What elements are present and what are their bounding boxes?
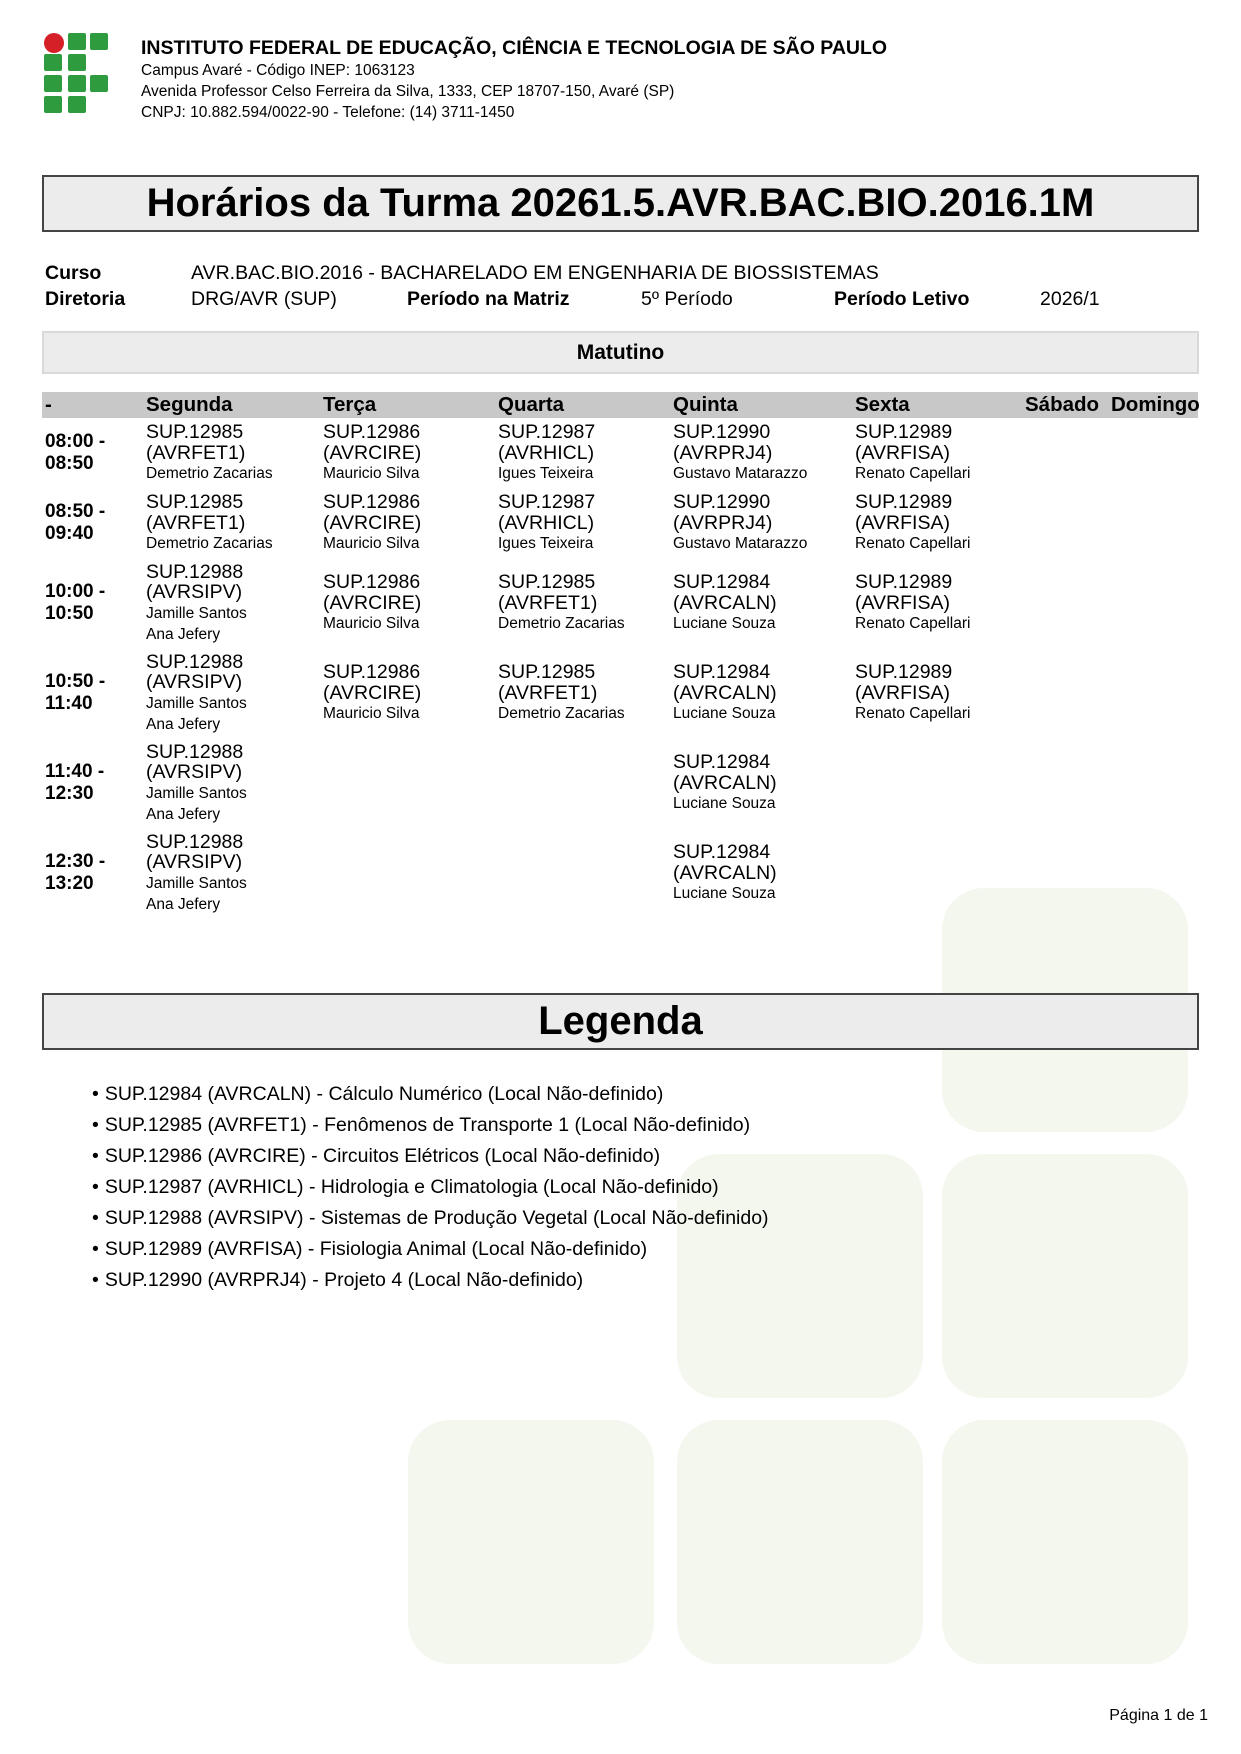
professor-name: Demetrio Zacarias — [498, 615, 625, 632]
class-abbrev: (AVRSIPV) — [146, 581, 243, 603]
legend-item: • SUP.12988 (AVRSIPV) - Sistemas de Produção Vegetal (Local Não-definido) — [92, 1203, 769, 1234]
schedule-cell — [323, 492, 421, 554]
schedule-cell — [323, 662, 421, 724]
class-code: SUP.12989 — [855, 661, 953, 683]
time-slot — [45, 501, 105, 545]
time-slot-line: 12:30 — [45, 783, 94, 804]
header-sabado: Sábado — [1025, 393, 1100, 416]
schedule-cell — [855, 492, 970, 554]
schedule-cell — [673, 572, 777, 634]
class-abbrev: (AVRFISA) — [855, 441, 950, 464]
professor-name: Demetrio Zacarias — [498, 705, 625, 722]
schedule-header-row — [42, 392, 1198, 418]
professor-name: Luciane Souza — [673, 885, 776, 902]
class-abbrev: (AVRPRJ4) — [673, 441, 773, 464]
time-slot-line: 11:40 — [45, 693, 93, 714]
shift-title: Matutino — [42, 331, 1199, 374]
legend-item: • SUP.12987 (AVRHICL) - Hidrologia e Climatologia (Local Não-definido) — [92, 1172, 769, 1203]
campus-line: Campus Avaré - Código INEP: 1063123 — [141, 62, 415, 79]
header-segunda: Segunda — [146, 393, 233, 416]
class-abbrev: (AVRFISA) — [855, 511, 950, 534]
schedule-row — [42, 488, 1198, 558]
professor-name: Mauricio Silva — [323, 705, 420, 722]
class-abbrev: (AVRSIPV) — [146, 761, 243, 783]
logo-red-circle — [44, 33, 64, 53]
header-terca: Terça — [323, 393, 377, 416]
class-code: SUP.12986 — [323, 571, 421, 593]
professor-name: Gustavo Matarazzo — [673, 535, 808, 552]
cnpj-line: CNPJ: 10.882.594/0022-90 - Telefone: (14) 3711-1450 — [141, 104, 515, 121]
legend-title: Legenda — [42, 993, 1199, 1050]
class-abbrev: (AVRHICL) — [498, 511, 595, 534]
class-code: SUP.12990 — [673, 421, 771, 443]
time-slot-line: 10:50 - — [45, 671, 106, 692]
schedule-cell — [498, 662, 625, 724]
class-code: SUP.12984 — [673, 841, 771, 863]
diretoria-label: Diretoria — [45, 288, 126, 310]
schedule-row — [42, 648, 1198, 738]
schedule-cell — [146, 832, 247, 915]
class-abbrev: (AVRSIPV) — [146, 671, 243, 693]
schedule-cell — [146, 652, 247, 735]
legend-item: • SUP.12985 (AVRFET1) - Fenômenos de Transporte 1 (Local Não-definido) — [92, 1110, 769, 1141]
professor-name: Renato Capellari — [855, 615, 971, 632]
professor-name: Demetrio Zacarias — [146, 465, 273, 482]
class-abbrev: (AVRFET1) — [498, 681, 598, 704]
schedule-cell — [673, 662, 777, 724]
institution-header — [141, 36, 1141, 123]
professor-name: Igues Teixeira — [498, 465, 594, 482]
professor-name: Jamille Santos — [146, 604, 247, 622]
schedule-cell — [146, 562, 247, 645]
schedule-cell — [855, 662, 970, 724]
class-code: SUP.12987 — [498, 421, 596, 443]
schedule-cell — [146, 422, 273, 484]
class-code: SUP.12984 — [673, 751, 771, 773]
class-code: SUP.12989 — [855, 491, 953, 513]
professor-name: Luciane Souza — [673, 615, 776, 632]
class-abbrev: (AVRCIRE) — [323, 511, 422, 534]
class-code: SUP.12985 — [146, 491, 244, 513]
class-abbrev: (AVRPRJ4) — [673, 511, 773, 534]
page-number: Página 1 de 1 — [1109, 1707, 1208, 1724]
class-abbrev: (AVRCIRE) — [323, 441, 422, 464]
class-code: SUP.12988 — [146, 830, 244, 853]
schedule-row — [42, 738, 1198, 828]
class-abbrev: (AVRHICL) — [498, 441, 595, 464]
time-slot — [45, 581, 105, 625]
time-slot-line: 12:30 - — [45, 851, 106, 872]
watermark-square — [677, 1420, 923, 1664]
time-slot — [45, 431, 105, 475]
class-abbrev: (AVRCALN) — [673, 771, 777, 794]
professor-name: Luciane Souza — [673, 795, 776, 812]
professor-name: Renato Capellari — [855, 465, 971, 482]
watermark-square — [408, 1420, 654, 1664]
legend-list — [92, 1079, 769, 1296]
schedule-body — [42, 418, 1198, 918]
professor-name: Ana Jefery — [146, 805, 221, 823]
time-slot — [45, 851, 105, 895]
class-code: SUP.12985 — [146, 421, 244, 443]
class-code: SUP.12986 — [323, 661, 421, 683]
class-code: SUP.12990 — [673, 491, 771, 513]
header-time-col: - — [45, 393, 52, 416]
header-quarta: Quarta — [498, 393, 565, 416]
header-sexta: Sexta — [855, 393, 910, 416]
professor-name: Ana Jefery — [146, 895, 221, 913]
class-code: SUP.12989 — [855, 571, 953, 593]
time-slot — [45, 761, 104, 805]
schedule-table — [42, 392, 1198, 918]
schedule-row — [42, 558, 1198, 648]
schedule-row — [42, 828, 1198, 918]
header-quinta: Quinta — [673, 393, 738, 416]
professor-name: Jamille Santos — [146, 694, 247, 712]
class-abbrev: (AVRFET1) — [146, 441, 246, 464]
class-code: SUP.12989 — [855, 421, 953, 443]
class-code: SUP.12985 — [498, 571, 596, 593]
legend-item: • SUP.12989 (AVRFISA) - Fisiologia Animal (Local Não-definido) — [92, 1234, 769, 1265]
professor-name: Renato Capellari — [855, 535, 971, 552]
class-code: SUP.12984 — [673, 571, 771, 593]
periodo-matriz-value: 5º Período — [641, 288, 733, 310]
schedule-cell — [673, 842, 777, 904]
legend-item: • SUP.12986 (AVRCIRE) - Circuitos Elétricos (Local Não-definido) — [92, 1141, 769, 1172]
time-slot — [45, 671, 105, 715]
professor-name: Ana Jefery — [146, 715, 221, 733]
class-abbrev: (AVRCALN) — [673, 681, 777, 704]
class-code: SUP.12988 — [146, 650, 244, 673]
legend-item: • SUP.12990 (AVRPRJ4) - Projeto 4 (Local Não-definido) — [92, 1265, 769, 1296]
schedule-cell — [323, 422, 421, 484]
time-slot-line: 08:00 - — [45, 431, 106, 452]
professor-name: Mauricio Silva — [323, 615, 420, 632]
class-code: SUP.12986 — [323, 421, 421, 443]
periodo-matriz-label: Período na Matriz — [407, 288, 570, 310]
time-slot-line: 10:00 - — [45, 581, 106, 602]
professor-name: Mauricio Silva — [323, 465, 420, 482]
diretoria-value: DRG/AVR (SUP) — [191, 288, 337, 310]
class-code: SUP.12985 — [498, 661, 596, 683]
professor-name: Mauricio Silva — [323, 535, 420, 552]
class-code: SUP.12988 — [146, 560, 244, 583]
professor-name: Jamille Santos — [146, 784, 247, 802]
class-code: SUP.12988 — [146, 740, 244, 763]
legend-item: • SUP.12984 (AVRCALN) - Cálculo Numérico (Local Não-definido) — [92, 1079, 769, 1110]
institution-name: INSTITUTO FEDERAL DE EDUCAÇÃO, CIÊNCIA E TECNOLOGIA DE SÃO PAULO — [141, 37, 888, 59]
class-abbrev: (AVRFISA) — [855, 681, 950, 704]
class-abbrev: (AVRFET1) — [498, 591, 598, 614]
time-slot-line: 10:50 — [45, 603, 94, 624]
class-abbrev: (AVRSIPV) — [146, 851, 243, 873]
class-code: SUP.12987 — [498, 491, 596, 513]
schedule-cell — [498, 572, 625, 634]
periodo-letivo-value: 2026/1 — [1040, 288, 1100, 310]
curso-value: AVR.BAC.BIO.2016 - BACHARELADO EM ENGENHARIA DE BIOSSISTEMAS — [191, 262, 879, 284]
time-slot-line: 08:50 - — [45, 501, 106, 522]
schedule-cell — [146, 742, 247, 825]
professor-name: Demetrio Zacarias — [146, 535, 273, 552]
header-domingo: Domingo — [1111, 393, 1200, 416]
time-slot-line: 13:20 — [45, 873, 94, 894]
address-line: Avenida Professor Celso Ferreira da Silva, 1333, CEP 18707-150, Avaré (SP) — [141, 83, 675, 100]
schedule-cell — [855, 422, 970, 484]
schedule-cell — [673, 492, 807, 554]
professor-name: Ana Jefery — [146, 625, 221, 643]
schedule-cell — [146, 492, 273, 554]
schedule-cell — [673, 422, 807, 484]
professor-name: Igues Teixeira — [498, 535, 594, 552]
time-slot-line: 09:40 — [45, 523, 94, 544]
class-abbrev: (AVRCIRE) — [323, 681, 422, 704]
institution-logo — [44, 33, 114, 115]
professor-name: Luciane Souza — [673, 705, 776, 722]
schedule-cell — [498, 422, 595, 484]
schedule-cell — [673, 752, 777, 814]
watermark-square — [942, 1420, 1188, 1664]
time-slot-line: 08:50 — [45, 453, 94, 474]
schedule-cell — [323, 572, 421, 634]
watermark-square — [942, 1154, 1188, 1398]
class-code: SUP.12986 — [323, 491, 421, 513]
curso-label: Curso — [45, 262, 102, 284]
schedule-row — [42, 418, 1198, 488]
class-code: SUP.12984 — [673, 661, 771, 683]
class-abbrev: (AVRCALN) — [673, 591, 777, 614]
professor-name: Gustavo Matarazzo — [673, 465, 808, 482]
class-abbrev: (AVRFISA) — [855, 591, 950, 614]
class-abbrev: (AVRFET1) — [146, 511, 246, 534]
periodo-letivo-label: Período Letivo — [834, 288, 970, 310]
schedule-cell — [855, 572, 970, 634]
page-title: Horários da Turma 20261.5.AVR.BAC.BIO.2016.1M — [42, 175, 1199, 232]
class-abbrev: (AVRCIRE) — [323, 591, 422, 614]
class-abbrev: (AVRCALN) — [673, 861, 777, 884]
professor-name: Renato Capellari — [855, 705, 971, 722]
professor-name: Jamille Santos — [146, 874, 247, 892]
schedule-cell — [498, 492, 595, 554]
time-slot-line: 11:40 - — [45, 761, 105, 782]
